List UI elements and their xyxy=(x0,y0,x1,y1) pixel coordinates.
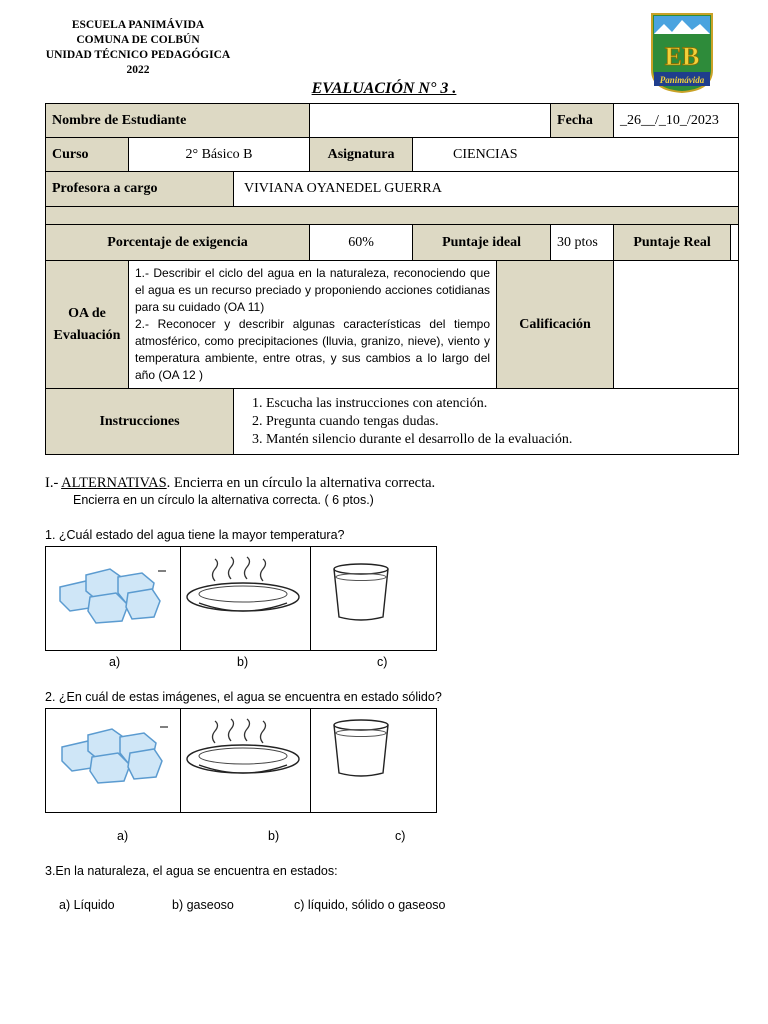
glass-of-water-image[interactable] xyxy=(311,547,436,650)
subject-label: Asignatura xyxy=(310,138,413,172)
section-prefix: I.- xyxy=(45,475,62,491)
real-score-field[interactable] xyxy=(614,225,739,261)
grade-label: Calificación xyxy=(497,261,614,389)
ice-cubes-image[interactable] xyxy=(46,547,181,650)
section-subtitle: Encierra en un círculo la alternativa correcta. ( 6 ptos.) xyxy=(73,493,374,507)
question-3-option-c[interactable]: c) líquido, sólido o gaseoso xyxy=(294,898,446,912)
instructions-list xyxy=(240,395,732,449)
school-commune: COMUNA DE COLBÚN xyxy=(76,34,200,46)
section-instruction: . Encierra en un círculo la alternativa correcta. xyxy=(166,475,436,491)
question-2-text: 2. ¿En cuál de estas imágenes, el agua se encuentra en estado sólido? xyxy=(45,690,442,704)
header-table xyxy=(45,103,739,455)
school-unit: UNIDAD TÉCNICO PEDAGÓGICA xyxy=(45,49,231,61)
question-1-option-c[interactable]: c) xyxy=(377,655,388,669)
teacher-value: VIVIANA OYANEDEL GUERRA xyxy=(234,172,739,207)
date-label: Fecha xyxy=(551,104,614,138)
logo-text: Panimávida xyxy=(659,75,705,85)
instruction-item: 1. Escucha las instrucciones con atención. xyxy=(266,395,732,413)
real-score-label: Puntaje Real xyxy=(614,225,731,260)
oa-label-line1: OA de xyxy=(68,305,106,321)
oa-item-1: 1.- Describir el ciclo del agua en la naturaleza, reconociendo que el agua es un recurso preciado y proponiendo acciones cotidianas para su cuidado (OA 11) xyxy=(135,266,491,314)
date-field[interactable]: _26__/_10_/2023 xyxy=(614,104,739,138)
question-2-option-b[interactable]: b) xyxy=(268,829,280,843)
teacher-label: Profesora a cargo xyxy=(46,172,234,207)
student-field[interactable] xyxy=(310,104,551,138)
instruction-item: 2. Pregunta cuando tengas dudas. xyxy=(266,413,732,431)
question-3-option-b[interactable]: b) gaseoso xyxy=(172,898,234,912)
instructions-label: Instrucciones xyxy=(46,389,234,455)
school-name: ESCUELA PANIMÁVIDA xyxy=(71,19,205,31)
course-value: 2° Básico B xyxy=(129,138,310,172)
question-3-option-a[interactable]: a) Líquido xyxy=(59,898,115,912)
question-2-option-c[interactable]: c) xyxy=(395,829,406,843)
question-2-images xyxy=(45,708,437,813)
logo-letters: EB xyxy=(664,42,700,71)
ice-cubes-image[interactable] xyxy=(46,709,181,812)
requirement-value: 60% xyxy=(310,225,413,261)
question-1-option-a[interactable]: a) xyxy=(109,655,121,669)
instructions-list-cell xyxy=(234,389,739,455)
question-1-option-b[interactable]: b) xyxy=(237,655,249,669)
question-1-text: 1. ¿Cuál estado del agua tiene la mayor temperatura? xyxy=(45,528,345,542)
question-2-option-a[interactable]: a) xyxy=(117,829,129,843)
question-1-images xyxy=(45,546,437,651)
course-label: Curso xyxy=(46,138,129,172)
oa-label-line2: Evaluación xyxy=(53,327,121,343)
ideal-score-value: 30 ptos xyxy=(551,225,614,261)
section-heading xyxy=(45,475,435,492)
subject-value: CIENCIAS xyxy=(413,138,739,172)
page-title: EVALUACIÓN N° 3 . xyxy=(311,80,457,97)
oa-label xyxy=(46,261,129,389)
school-header xyxy=(40,18,236,78)
hot-water-plate-image[interactable] xyxy=(181,547,311,650)
question-3-text: 3.En la naturaleza, el agua se encuentra en estados: xyxy=(45,864,338,878)
school-year: 2022 xyxy=(126,64,150,76)
section-title: ALTERNATIVAS xyxy=(61,475,167,491)
oa-description xyxy=(129,261,497,389)
requirement-label: Porcentaje de exigencia xyxy=(46,225,310,261)
instruction-item: 3. Mantén silencio durante el desarrollo de la evaluación. xyxy=(266,431,732,449)
glass-of-water-image[interactable] xyxy=(311,709,436,812)
separator-row xyxy=(46,207,739,225)
ideal-score-label: Puntaje ideal xyxy=(413,225,551,261)
real-score-value[interactable] xyxy=(731,225,738,260)
grade-field[interactable] xyxy=(614,261,739,389)
hot-water-plate-image[interactable] xyxy=(181,709,311,812)
oa-item-2: 2.- Reconocer y describir algunas características del tiempo atmosférico, como precipitaciones (lluvia, granizo, nieve), viento y temperatura ambiente, entre otras, y sus cambios a lo largo del año (OA 12 ) xyxy=(135,317,491,382)
student-label: Nombre de Estudiante xyxy=(46,104,310,138)
